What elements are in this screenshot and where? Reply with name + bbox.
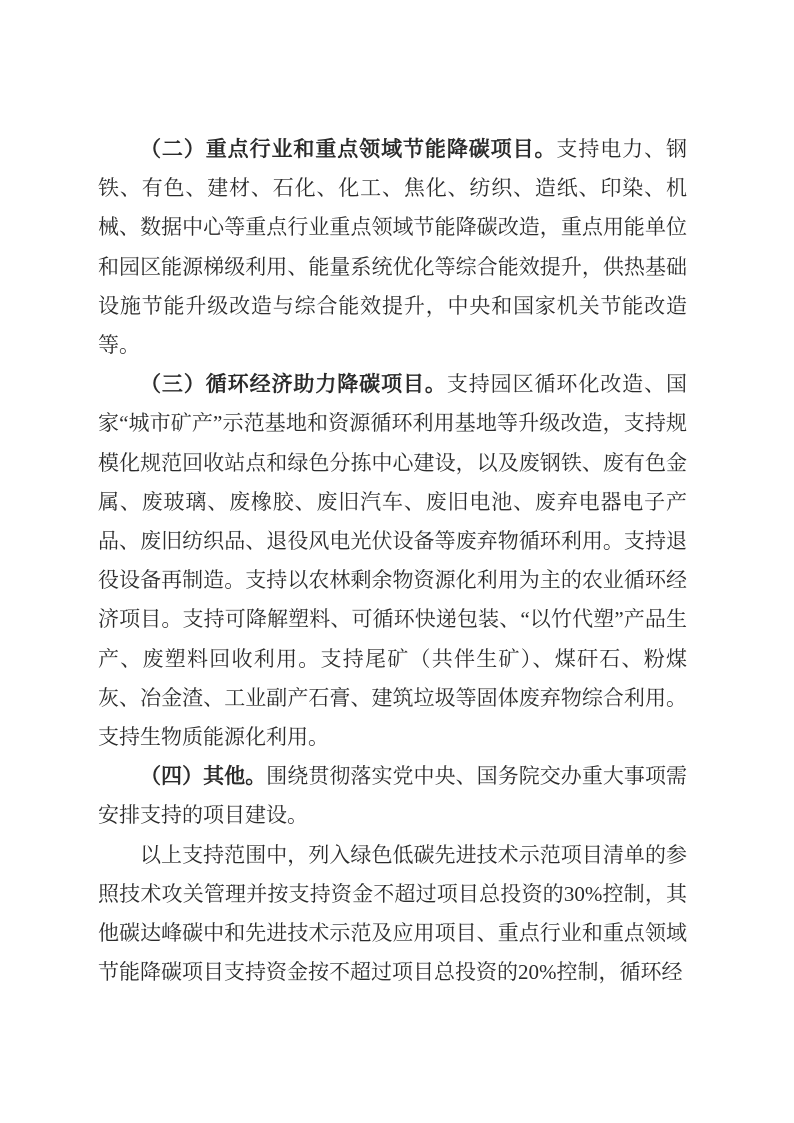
para-funding-limits-segment-num: 20% bbox=[518, 960, 557, 985]
para-section-2-segment-body: 支持电力、钢铁、有色、建材、石化、化工、焦化、纺织、造纸、印染、机械、数据中心等重点行业重点领域节能降碳改造，重点用能单位和园区能源梯级利用、能量系统优化等综合能效提升，供热基础设施节能升级改造与综合能效提升，中央和国家机关节能改造等。 bbox=[98, 137, 688, 358]
para-funding-limits-segment-num: 30% bbox=[563, 881, 603, 906]
para-section-3 bbox=[98, 365, 687, 757]
para-funding-limits-segment-body: 控制，循环经 bbox=[556, 960, 683, 985]
para-section-4-segment-lead: （四）其他。 bbox=[140, 764, 267, 789]
para-section-3-segment-body: 支持园区循环化改造、国家“城市矿产”示范基地和资源循环利用基地等升级改造，支持规模化规范回收站点和绿色分拣中心建设，以及废钢铁、废有色金属、废玻璃、废橡胶、废旧汽车、废旧电池、废弃电器电子产品、废旧纺织品、退役风电光伏设备等废弃物循环利用。支持退役设备再制造。支持以农林剩余物资源化利用为主的农业循环经济项目。支持可降解塑料、可循环快递包装、“以竹代塑”产品生产、废塑料回收利用。支持尾矿（共伴生矿）、煤矸石、粉煤灰、冶金渣、工业副产石膏、建筑垃圾等固体废弃物综合利用。支持生物质能源化利用。 bbox=[98, 372, 688, 750]
document-body-text bbox=[98, 130, 687, 992]
para-funding-limits-segment-body: 以上支持范围中，列入绿色低碳先进技术示范项目清单的参照技术攻关管理并按支持资金不超过项目总投资的 bbox=[98, 842, 687, 906]
para-section-4-segment-body: 围绕贯彻落实党中央、国务院交办重大事项需安排支持的项目建设。 bbox=[98, 764, 688, 828]
para-section-3-segment-lead: （三）循环经济助力降碳项目。 bbox=[140, 372, 447, 397]
para-section-2 bbox=[98, 130, 687, 365]
para-funding-limits-segment-body: 控制，其他碳达峰碳中和先进技术示范及应用项目、重点行业和重点领域节能降碳项目支持资金按不超过项目总投资的 bbox=[98, 881, 688, 985]
para-section-4 bbox=[98, 757, 687, 835]
para-section-2-segment-lead: （二）重点行业和重点领域节能降碳项目。 bbox=[140, 137, 557, 161]
para-funding-limits bbox=[98, 836, 687, 993]
